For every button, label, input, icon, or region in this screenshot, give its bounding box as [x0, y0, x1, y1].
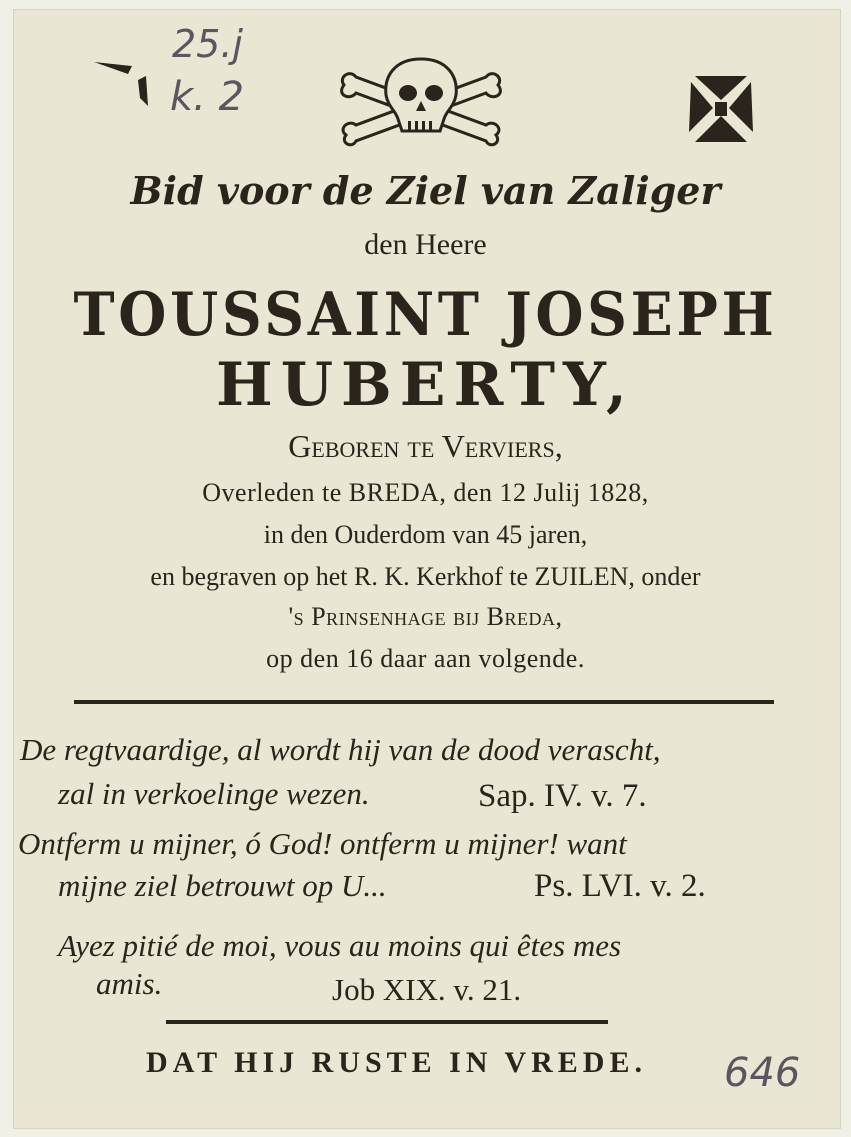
verse-2-reference: Ps. LVI. v. 2. [534, 868, 706, 904]
verse-2-line-1: Ontferm u mijner, ó God! ontferm u mijner! want [18, 826, 627, 861]
divider-bottom [166, 1020, 608, 1024]
verse-1-line-1: De regtvaardige, al wordt hij van de dood verascht, [20, 732, 661, 767]
cross-icon [683, 70, 759, 148]
closing-line: DAT HIJ RUSTE IN VREDE. [146, 1046, 647, 1079]
handwritten-number: 646 [724, 1050, 801, 1096]
birth-line: Geboren te Verviers, [288, 428, 563, 464]
divider-top [74, 700, 774, 704]
verse-3-line-2: amis. [96, 966, 163, 1001]
verse-2-line-2: mijne ziel betrouwt op U... [58, 868, 387, 903]
verse-1-line-2: zal in verkoelinge wezen. [58, 776, 370, 811]
burial-date-line: op den 16 daar aan volgende. [266, 644, 585, 673]
age-line: in den Ouderdom van 45 jaren, [263, 520, 588, 549]
corner-mark-icon [92, 58, 152, 110]
death-line: Overleden te BREDA, den 12 Julij 1828, [202, 478, 649, 507]
title-line: den Heere [364, 228, 487, 261]
burial-line: en begraven op het R. K. Kerkhof te ZUILEN, onder [150, 562, 701, 591]
burial-place-line: 's Prinsenhage bij Breda, [288, 602, 563, 631]
skull-crossbones-icon [336, 55, 506, 150]
prayer-heading: Bid voor de Ziel van Zaliger [130, 168, 721, 213]
verse-3-line-1: Ayez pitié de moi, vous au moins qui êtes mes [58, 928, 622, 963]
verse-1-reference: Sap. IV. v. 7. [478, 778, 647, 814]
verse-3-reference: Job XIX. v. 21. [332, 972, 522, 1007]
handwritten-note-bottom: k. 2 [170, 74, 245, 120]
deceased-name-first: TOUSSAINT JOSEPH [73, 280, 778, 350]
handwritten-note-top: 25.j [172, 22, 243, 66]
deceased-name-last: HUBERTY, [216, 350, 635, 420]
